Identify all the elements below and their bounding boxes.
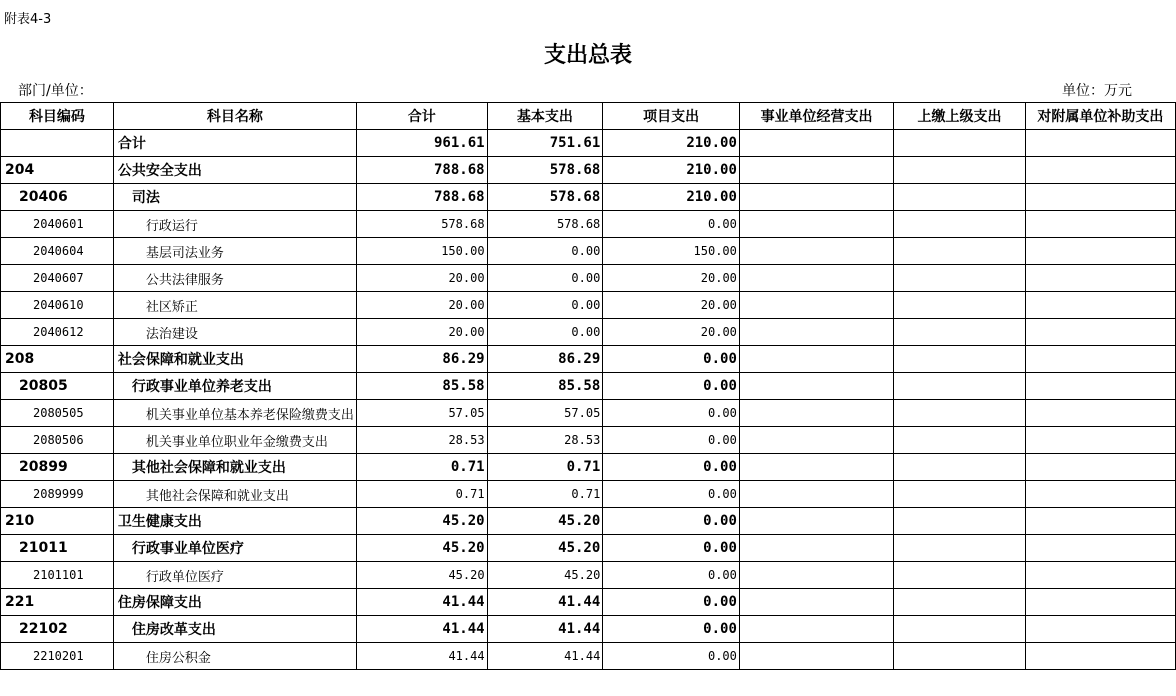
cell-subsidy[interactable]: [1025, 184, 1175, 211]
cell-project[interactable]: 0.00: [603, 562, 740, 589]
cell-subsidy[interactable]: [1025, 454, 1175, 481]
cell-name[interactable]: 社区矫正: [113, 292, 356, 319]
annex-label: 附表4-3: [4, 12, 52, 27]
cell-code[interactable]: 20899: [1, 454, 114, 481]
cell-business[interactable]: [739, 238, 893, 265]
table-row: [1, 508, 1176, 535]
cell-project[interactable]: 20.00: [603, 292, 740, 319]
col-header-code[interactable]: 科目编码: [1, 103, 114, 130]
cell-upper[interactable]: [894, 454, 1026, 481]
cell-subsidy[interactable]: [1025, 508, 1175, 535]
cell-business[interactable]: [739, 616, 893, 643]
cell-project[interactable]: 0.00: [603, 211, 740, 238]
cell-total[interactable]: 41.44: [356, 616, 487, 643]
table-row: [1, 427, 1176, 454]
header-row: [1, 103, 1176, 130]
table-row: [1, 346, 1176, 373]
cell-total[interactable]: 41.44: [356, 589, 487, 616]
cell-total[interactable]: 41.44: [356, 643, 487, 670]
cell-business[interactable]: [739, 562, 893, 589]
cell-upper[interactable]: [894, 211, 1026, 238]
col-header-project[interactable]: 项目支出: [603, 103, 740, 130]
unit-label: 单位：万元: [1062, 83, 1132, 99]
cell-code[interactable]: 2080505: [1, 400, 114, 427]
expenditure-table: [0, 102, 1176, 670]
cell-basic[interactable]: 41.44: [487, 616, 603, 643]
cell-project[interactable]: 210.00: [603, 130, 740, 157]
cell-upper[interactable]: [894, 616, 1026, 643]
cell-total[interactable]: 0.71: [356, 481, 487, 508]
cell-basic[interactable]: 41.44: [487, 643, 603, 670]
cell-code[interactable]: 2040607: [1, 265, 114, 292]
cell-project[interactable]: 210.00: [603, 157, 740, 184]
cell-basic[interactable]: 85.58: [487, 373, 603, 400]
cell-code[interactable]: 2089999: [1, 481, 114, 508]
cell-basic[interactable]: 28.53: [487, 427, 603, 454]
cell-subsidy[interactable]: [1025, 643, 1175, 670]
table-row: [1, 157, 1176, 184]
cell-business[interactable]: [739, 589, 893, 616]
cell-name[interactable]: 行政事业单位养老支出: [113, 373, 356, 400]
cell-business[interactable]: [739, 292, 893, 319]
cell-upper[interactable]: [894, 508, 1026, 535]
cell-basic[interactable]: 578.68: [487, 184, 603, 211]
cell-project[interactable]: 210.00: [603, 184, 740, 211]
cell-basic[interactable]: 0.00: [487, 319, 603, 346]
cell-total[interactable]: 788.68: [356, 184, 487, 211]
cell-total[interactable]: 28.53: [356, 427, 487, 454]
cell-business[interactable]: [739, 157, 893, 184]
cell-subsidy[interactable]: [1025, 427, 1175, 454]
col-header-name[interactable]: 科目名称: [113, 103, 356, 130]
col-header-total[interactable]: 合计: [356, 103, 487, 130]
cell-basic[interactable]: 0.71: [487, 481, 603, 508]
cell-name[interactable]: 公共法律服务: [113, 265, 356, 292]
cell-business[interactable]: [739, 427, 893, 454]
cell-name[interactable]: 行政运行: [113, 211, 356, 238]
cell-name[interactable]: 机关事业单位基本养老保险缴费支出: [113, 400, 356, 427]
cell-project[interactable]: 0.00: [603, 373, 740, 400]
col-header-upper[interactable]: 上缴上级支出: [894, 103, 1026, 130]
cell-project[interactable]: 0.00: [603, 454, 740, 481]
table-row: [1, 643, 1176, 670]
cell-subsidy[interactable]: [1025, 481, 1175, 508]
cell-basic[interactable]: 0.00: [487, 238, 603, 265]
table-row: [1, 211, 1176, 238]
cell-total[interactable]: 961.61: [356, 130, 487, 157]
cell-code[interactable]: 20406: [1, 184, 114, 211]
cell-name[interactable]: 司法: [113, 184, 356, 211]
cell-name[interactable]: 机关事业单位职业年金缴费支出: [113, 427, 356, 454]
cell-upper[interactable]: [894, 562, 1026, 589]
cell-code[interactable]: 221: [1, 589, 114, 616]
cell-subsidy[interactable]: [1025, 265, 1175, 292]
cell-name[interactable]: 法治建设: [113, 319, 356, 346]
cell-basic[interactable]: 45.20: [487, 508, 603, 535]
cell-business[interactable]: [739, 481, 893, 508]
cell-total[interactable]: 85.58: [356, 373, 487, 400]
table-row: [1, 562, 1176, 589]
cell-total[interactable]: 45.20: [356, 508, 487, 535]
cell-code[interactable]: 21011: [1, 535, 114, 562]
col-header-subsidy[interactable]: 对附属单位补助支出: [1025, 103, 1175, 130]
cell-subsidy[interactable]: [1025, 562, 1175, 589]
cell-name[interactable]: 行政单位医疗: [113, 562, 356, 589]
table-body: [1, 130, 1176, 670]
table-row: [1, 130, 1176, 157]
cell-subsidy[interactable]: [1025, 616, 1175, 643]
cell-basic[interactable]: 578.68: [487, 211, 603, 238]
cell-project[interactable]: 0.00: [603, 616, 740, 643]
cell-business[interactable]: [739, 184, 893, 211]
cell-project[interactable]: 0.00: [603, 508, 740, 535]
cell-upper[interactable]: [894, 643, 1026, 670]
cell-name[interactable]: 其他社会保障和就业支出: [113, 454, 356, 481]
cell-upper[interactable]: [894, 265, 1026, 292]
cell-total[interactable]: 150.00: [356, 238, 487, 265]
cell-upper[interactable]: [894, 238, 1026, 265]
cell-business[interactable]: [739, 643, 893, 670]
cell-project[interactable]: 150.00: [603, 238, 740, 265]
cell-total[interactable]: 57.05: [356, 400, 487, 427]
cell-project[interactable]: 0.00: [603, 535, 740, 562]
cell-business[interactable]: [739, 319, 893, 346]
cell-code[interactable]: 2040604: [1, 238, 114, 265]
cell-subsidy[interactable]: [1025, 319, 1175, 346]
cell-subsidy[interactable]: [1025, 157, 1175, 184]
cell-total[interactable]: 20.00: [356, 265, 487, 292]
table-row: [1, 184, 1176, 211]
cell-upper[interactable]: [894, 157, 1026, 184]
table-row: [1, 238, 1176, 265]
cell-business[interactable]: [739, 265, 893, 292]
cell-business[interactable]: [739, 508, 893, 535]
cell-total[interactable]: 0.71: [356, 454, 487, 481]
table-row: [1, 454, 1176, 481]
cell-project[interactable]: 0.00: [603, 346, 740, 373]
cell-project[interactable]: 0.00: [603, 481, 740, 508]
cell-code[interactable]: 2101101: [1, 562, 114, 589]
cell-name[interactable]: 合计: [113, 130, 356, 157]
cell-upper[interactable]: [894, 130, 1026, 157]
cell-upper[interactable]: [894, 535, 1026, 562]
table-row: [1, 400, 1176, 427]
cell-business[interactable]: [739, 130, 893, 157]
cell-name[interactable]: 住房公积金: [113, 643, 356, 670]
cell-project[interactable]: 0.00: [603, 643, 740, 670]
cell-name[interactable]: 行政事业单位医疗: [113, 535, 356, 562]
cell-code[interactable]: 2040612: [1, 319, 114, 346]
cell-name[interactable]: 卫生健康支出: [113, 508, 356, 535]
cell-project[interactable]: 0.00: [603, 427, 740, 454]
cell-basic[interactable]: 86.29: [487, 346, 603, 373]
table-row: [1, 292, 1176, 319]
cell-business[interactable]: [739, 535, 893, 562]
cell-code[interactable]: 2040601: [1, 211, 114, 238]
cell-total[interactable]: 45.20: [356, 562, 487, 589]
cell-name[interactable]: 基层司法业务: [113, 238, 356, 265]
table-row: [1, 616, 1176, 643]
cell-upper[interactable]: [894, 481, 1026, 508]
col-header-basic[interactable]: 基本支出: [487, 103, 603, 130]
cell-subsidy[interactable]: [1025, 292, 1175, 319]
cell-subsidy[interactable]: [1025, 373, 1175, 400]
cell-basic[interactable]: 45.20: [487, 562, 603, 589]
cell-code[interactable]: 2080506: [1, 427, 114, 454]
cell-name[interactable]: 社会保障和就业支出: [113, 346, 356, 373]
cell-upper[interactable]: [894, 373, 1026, 400]
cell-total[interactable]: 20.00: [356, 319, 487, 346]
cell-project[interactable]: 0.00: [603, 400, 740, 427]
cell-basic[interactable]: 0.00: [487, 265, 603, 292]
cell-upper[interactable]: [894, 346, 1026, 373]
cell-code[interactable]: 2040610: [1, 292, 114, 319]
cell-code[interactable]: 208: [1, 346, 114, 373]
cell-code[interactable]: 210: [1, 508, 114, 535]
cell-project[interactable]: 0.00: [603, 589, 740, 616]
cell-subsidy[interactable]: [1025, 130, 1175, 157]
cell-basic[interactable]: 751.61: [487, 130, 603, 157]
cell-business[interactable]: [739, 346, 893, 373]
cell-business[interactable]: [739, 454, 893, 481]
table-row: [1, 589, 1176, 616]
cell-basic[interactable]: 45.20: [487, 535, 603, 562]
cell-total[interactable]: 578.68: [356, 211, 487, 238]
cell-basic[interactable]: 41.44: [487, 589, 603, 616]
cell-basic[interactable]: 57.05: [487, 400, 603, 427]
cell-basic[interactable]: 0.71: [487, 454, 603, 481]
cell-code[interactable]: 20805: [1, 373, 114, 400]
cell-upper[interactable]: [894, 400, 1026, 427]
table-row: [1, 265, 1176, 292]
cell-subsidy[interactable]: [1025, 346, 1175, 373]
cell-subsidy[interactable]: [1025, 535, 1175, 562]
cell-name[interactable]: 住房保障支出: [113, 589, 356, 616]
table-row: [1, 319, 1176, 346]
col-header-business[interactable]: 事业单位经营支出: [739, 103, 893, 130]
cell-code[interactable]: 204: [1, 157, 114, 184]
cell-upper[interactable]: [894, 589, 1026, 616]
cell-basic[interactable]: 0.00: [487, 292, 603, 319]
cell-name[interactable]: 其他社会保障和就业支出: [113, 481, 356, 508]
cell-business[interactable]: [739, 373, 893, 400]
cell-code[interactable]: 2210201: [1, 643, 114, 670]
cell-subsidy[interactable]: [1025, 238, 1175, 265]
cell-total[interactable]: 20.00: [356, 292, 487, 319]
page-title: 支出总表: [543, 42, 632, 68]
table-row: [1, 373, 1176, 400]
cell-code[interactable]: 22102: [1, 616, 114, 643]
cell-name[interactable]: 住房改革支出: [113, 616, 356, 643]
cell-subsidy[interactable]: [1025, 400, 1175, 427]
cell-name[interactable]: 公共安全支出: [113, 157, 356, 184]
dept-label: 部门/单位：: [18, 83, 93, 99]
cell-project[interactable]: 20.00: [603, 265, 740, 292]
cell-total[interactable]: 45.20: [356, 535, 487, 562]
cell-subsidy[interactable]: [1025, 589, 1175, 616]
cell-subsidy[interactable]: [1025, 211, 1175, 238]
cell-upper[interactable]: [894, 427, 1026, 454]
table-row: [1, 481, 1176, 508]
cell-total[interactable]: 788.68: [356, 157, 487, 184]
cell-business[interactable]: [739, 211, 893, 238]
cell-basic[interactable]: 578.68: [487, 157, 603, 184]
cell-code[interactable]: [1, 130, 114, 157]
table-row: [1, 535, 1176, 562]
cell-business[interactable]: [739, 400, 893, 427]
cell-project[interactable]: 20.00: [603, 319, 740, 346]
cell-upper[interactable]: [894, 292, 1026, 319]
cell-upper[interactable]: [894, 319, 1026, 346]
cell-upper[interactable]: [894, 184, 1026, 211]
cell-total[interactable]: 86.29: [356, 346, 487, 373]
